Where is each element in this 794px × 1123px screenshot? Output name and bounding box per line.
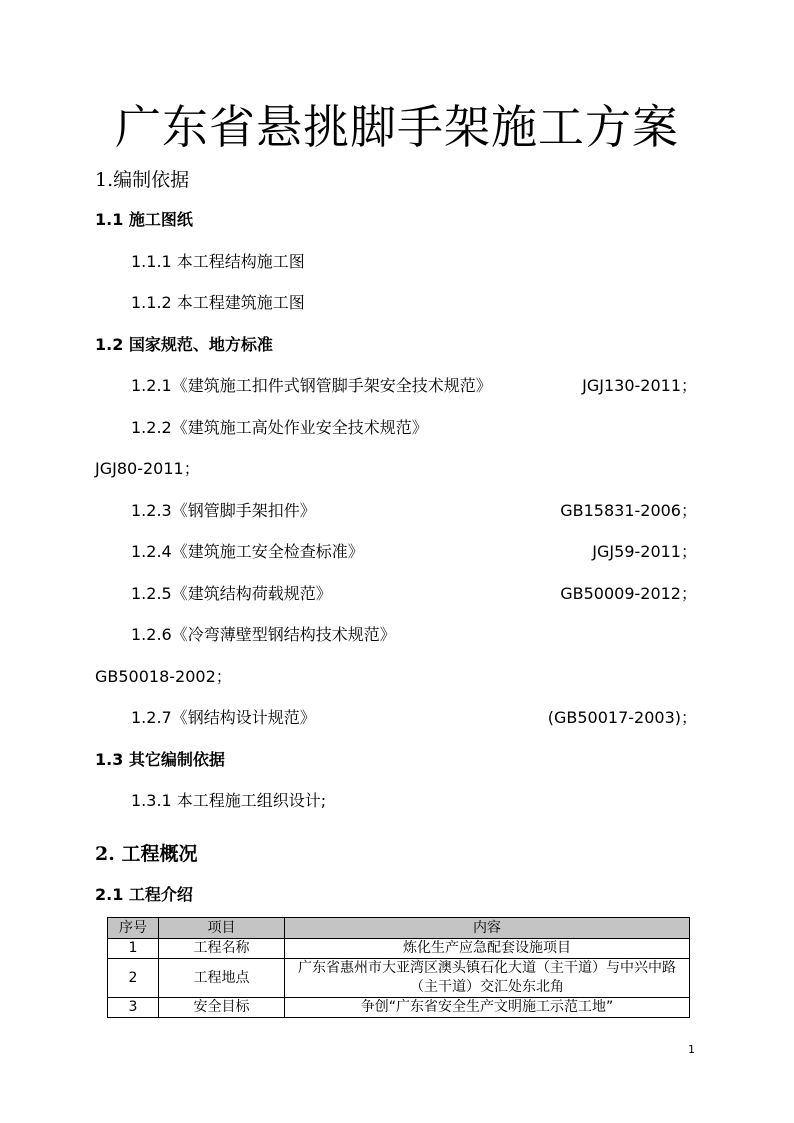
table-row <box>108 959 690 998</box>
section-1-2-heading: 1.2 国家规范、地方标准 <box>95 335 273 354</box>
standard-item-code: GB15831-2006； <box>560 501 697 520</box>
table-cell: 2 <box>108 959 159 998</box>
standard-item-label: 1.2.2《建筑施工高处作业安全技术规范》 <box>131 418 428 437</box>
table-row <box>108 998 690 1018</box>
table-cell: 广东省惠州市大亚湾区澳头镇石化大道（主干道）与中兴中路（主干道）交汇处东北角 <box>285 959 690 998</box>
column-header-index: 序号 <box>108 918 159 939</box>
project-info-table <box>107 917 690 1018</box>
table-cell: 1 <box>108 939 159 959</box>
standard-item-label: 1.2.1《建筑施工扣件式钢管脚手架安全技术规范》 <box>131 376 492 395</box>
list-item: 1.3.1 本工程施工组织设计; <box>131 791 327 810</box>
standard-item-label: 1.2.5《建筑结构荷载规范》 <box>131 584 332 603</box>
table-row <box>108 939 690 959</box>
standard-item-code: (GB50017-2003)； <box>547 708 697 727</box>
standard-item-label: 1.2.6《冷弯薄壁型钢结构技术规范》 <box>131 625 396 644</box>
table-cell: 炼化生产应急配套设施项目 <box>285 939 690 959</box>
table-header-row <box>108 918 690 939</box>
table-cell: 工程名称 <box>159 939 285 959</box>
standard-item-code: JGJ80-2011； <box>95 459 200 478</box>
table-cell: 工程地点 <box>159 959 285 998</box>
section-2-heading: 2. 工程概况 <box>95 843 198 865</box>
column-header-content: 内容 <box>285 918 690 939</box>
table-cell: 安全目标 <box>159 998 285 1018</box>
standard-item-code: JGJ59-2011； <box>592 542 697 561</box>
page-number: 1 <box>688 1043 695 1056</box>
table-cell: 争创“广东省安全生产文明施工示范工地” <box>285 998 690 1018</box>
section-2-1-heading: 2.1 工程介绍 <box>95 885 193 904</box>
column-header-item: 项目 <box>159 918 285 939</box>
standard-item-code: GB50009-2012； <box>560 584 697 603</box>
standard-item-label: 1.2.4《建筑施工安全检查标准》 <box>131 542 364 561</box>
document-title: 广东省悬挑脚手架施工方案 <box>115 100 679 154</box>
standard-item-code: JGJ130-2011； <box>582 376 697 395</box>
section-1-heading: 1.编制依据 <box>95 169 190 191</box>
standard-item-label: 1.2.7《钢结构设计规范》 <box>131 708 316 727</box>
standard-item-label: 1.2.3《钢管脚手架扣件》 <box>131 501 316 520</box>
table-cell: 3 <box>108 998 159 1018</box>
list-item: 1.1.1 本工程结构施工图 <box>131 252 305 271</box>
section-1-3-heading: 1.3 其它编制依据 <box>95 750 225 769</box>
section-1-1-heading: 1.1 施工图纸 <box>95 210 193 229</box>
standard-item-code: GB50018-2002； <box>95 667 232 686</box>
list-item: 1.1.2 本工程建筑施工图 <box>131 293 305 312</box>
